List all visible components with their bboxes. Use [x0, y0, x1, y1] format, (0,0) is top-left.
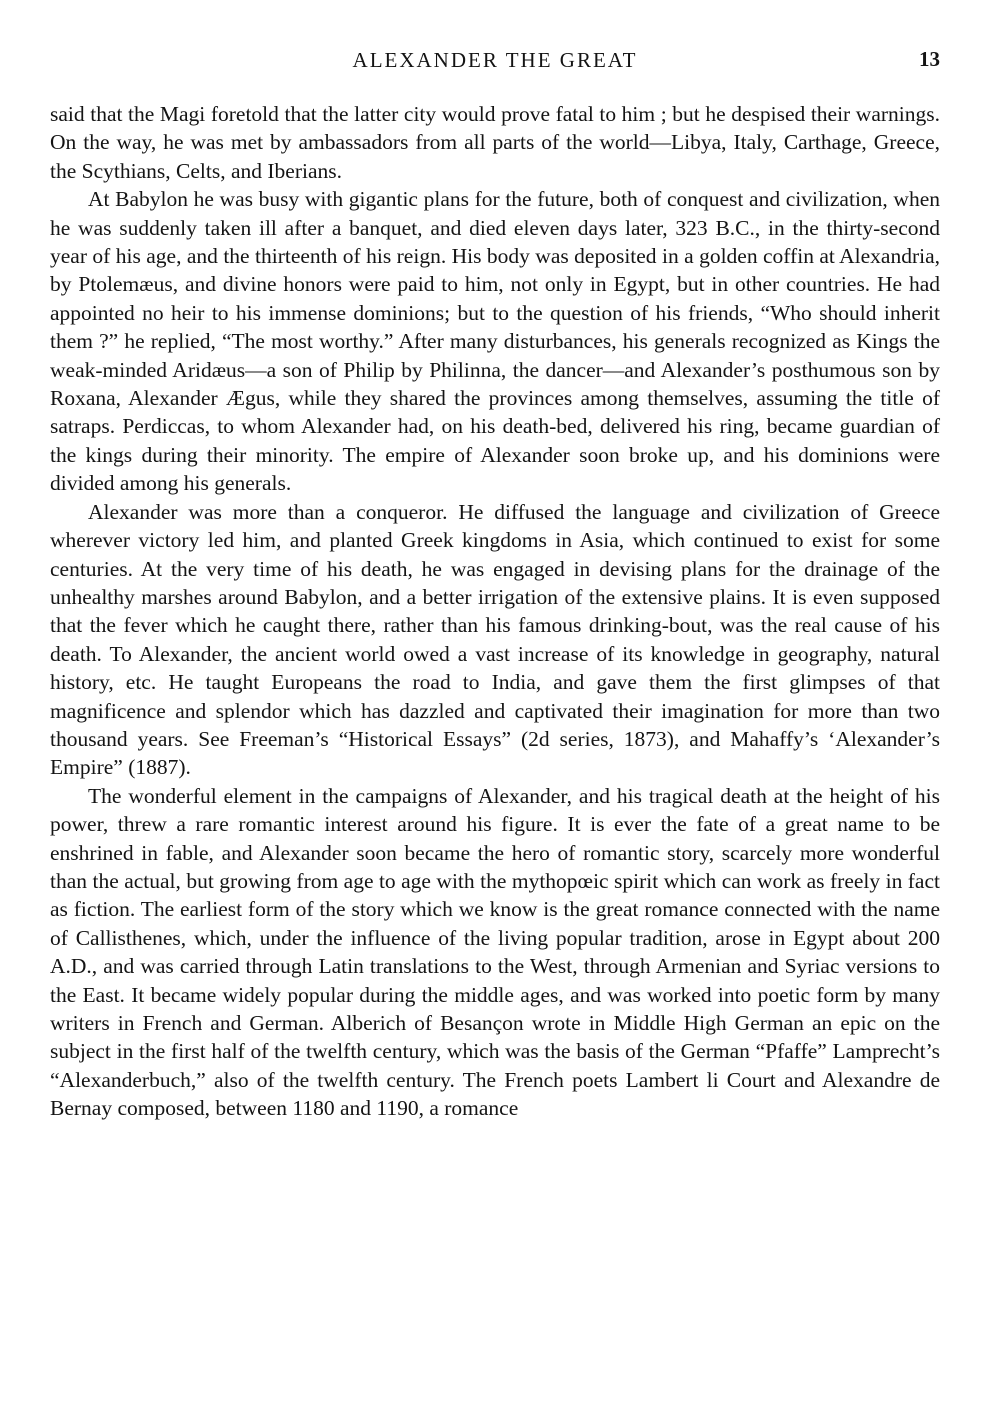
paragraph-continued: said that the Magi foretold that the latter city would prove fatal to him ; but he despised their warnings. On the way, he was met by ambassadors from all parts of the world—Libya, Italy, Carthage, Greece, the Scythians, Celts, and Iberians.: [50, 102, 940, 183]
paragraph-conqueror: Alexander was more than a conqueror. He diffused the language and civilization of Greece wherever victory led him, and planted Greek kingdoms in Asia, which continued to exist for some centuries. At the very time of his death, he was engaged in devising plans for the drainage of the unhealthy marshes around Babylon, and a better irrigation of the extensive plains. It is even supposed that the fever which he caught there, rather than his famous drinking-bout, was the real cause of his death. To Alexander, the ancient world owed a vast increase of its knowledge in geography, natural history, etc. He taught Europeans the road to India, and gave them the first glimpses of that magnificence and splendor which has dazzled and captivated their imagination for more than two thousand years. See Freeman’s “Historical Essays” (2d series, 1873), and Mahaffy’s ‘Alexander’s Empire” (1887).: [50, 499, 940, 780]
page-number: 13: [919, 47, 940, 71]
page-header: [50, 48, 940, 84]
running-title: ALEXANDER THE GREAT: [352, 48, 638, 72]
paragraph-romance: The wonderful element in the campaigns of Alexander, and his tragical death at the height of his power, threw a rare romantic interest around his figure. It is ever the fate of a great name to be enshrined in fable, and Alexander soon became the hero of romantic story, scarcely more wonderful than the actual, but growing from age to age with the mythopœic spirit which can work as freely in fact as fiction. The earliest form of the story which we know is the great romance connected with the name of Callisthenes, which, under the influence of the living popular tradition, arose in Egypt about 200 A.D., and was carried through Latin translations to the West, through Armenian and Syriac versions to the East. It became widely popular during the middle ages, and was worked into poetic form by many writers in French and German. Alberich of Besançon wrote in Middle High German an epic on the subject in the first half of the twelfth century, which was the basis of the German “Pfaffe” Lamprecht’s “Alexanderbuch,” also of the twelfth century. The French poets Lambert li Court and Alexandre de Bernay composed, between 1180 and 1190, a romance: [50, 783, 940, 1121]
body-text: [50, 100, 940, 1123]
paragraph-babylon: At Babylon he was busy with gigantic plans for the future, both of conquest and civilization, when he was suddenly taken ill after a banquet, and died eleven days later, 323 B.C., in the thirty-second year of his age, and the thirteenth of his reign. His body was deposited in a golden coffin at Alexandria, by Ptolemæus, and divine honors were paid to him, not only in Egypt, but in other countries. He had appointed no heir to his immense dominions; but to the question of his friends, “Who should inherit them ?” he replied, “The most worthy.” After many disturbances, his generals recognized as Kings the weak-minded Aridæus—a son of Philip by Philinna, the dancer—and Alexander’s posthumous son by Roxana, Alexander Ægus, while they shared the provinces among themselves, assuming the title of satraps. Perdiccas, to whom Alexander had, on his death-bed, delivered his ring, became guardian of the kings during their minority. The empire of Alexander soon broke up, and his dominions were divided among his generals.: [50, 187, 940, 496]
book-page: [50, 48, 940, 1123]
